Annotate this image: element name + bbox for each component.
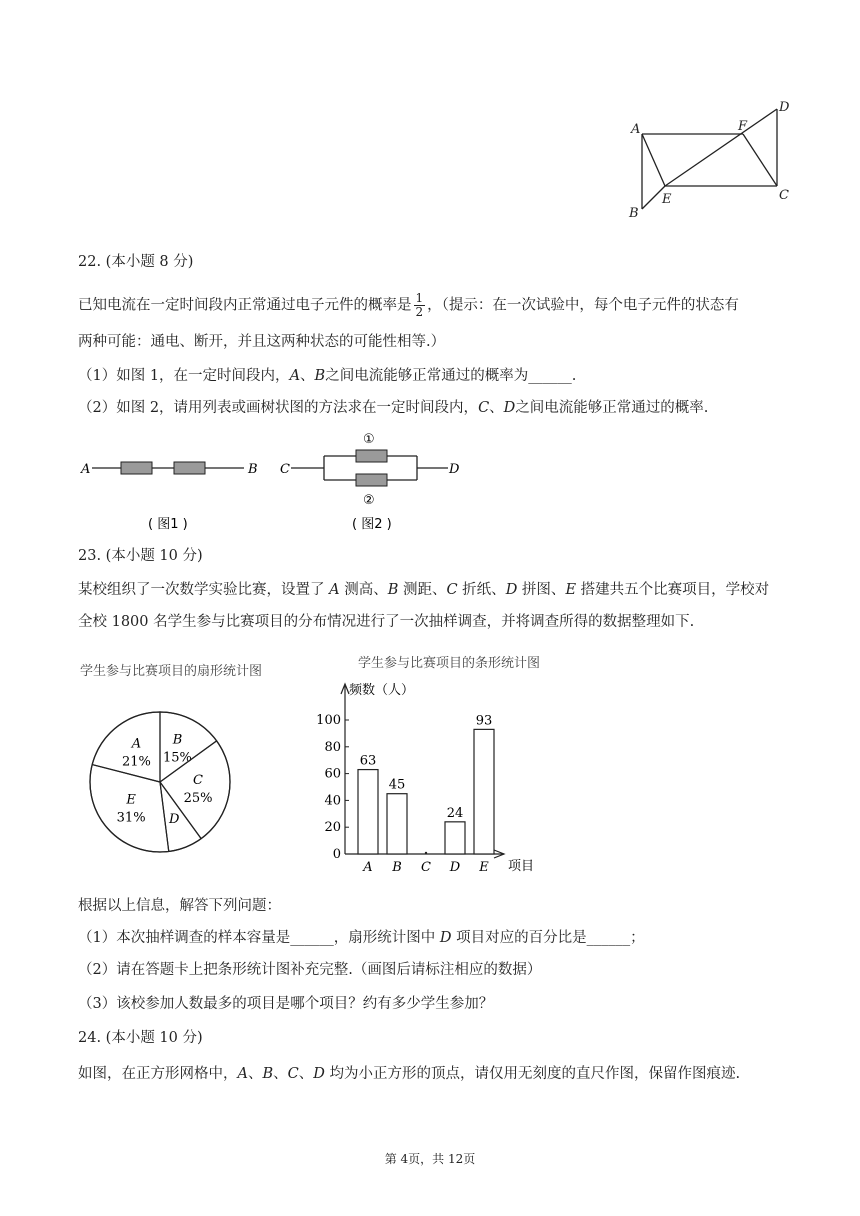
resistor-top [356, 450, 387, 462]
pie-slice-e [90, 765, 169, 852]
q23-header: 23. (本小题 10 分) [78, 548, 203, 564]
pie-label-a: A [131, 736, 142, 752]
fraction-one-half [414, 292, 426, 319]
q24-var-d: D [313, 1066, 325, 1082]
q22-part1-a: （1）如图 1，在一定时间段内， [78, 368, 290, 384]
circuit1-caption: ( 图1 ) [148, 517, 188, 532]
q24-header: 24. (本小题 10 分) [78, 1030, 203, 1046]
q23-intro-line2: 全校 1800 名学生参与比赛项目的分布情况进行了一次抽样调查，并将调查所得的数据整理如下. [78, 614, 695, 630]
pie-chart [80, 705, 240, 865]
bar-x-label: 项目 [508, 859, 535, 874]
q24-seg: 、 [273, 1066, 288, 1082]
q23-intro-seg: 测距、 [398, 582, 447, 598]
q22-header: 22. (本小题 8 分) [78, 254, 194, 270]
point-label-e: E [662, 192, 672, 207]
bar-chart [300, 676, 540, 881]
bar-category-c: C [421, 860, 431, 875]
q22-line1 [78, 292, 739, 319]
q24-var-a: A [237, 1066, 248, 1082]
circuit2-label-d: D [449, 462, 460, 477]
q23-intro-var-d: D [505, 582, 518, 598]
circuit1-label-a: A [81, 462, 91, 477]
page-footer: 第 4页，共 12页 [384, 1152, 476, 1166]
point-label-b: B [629, 206, 639, 221]
q22-line1-post: ，（提示：在一次试验中，每个电子元件的状态有 [427, 297, 739, 314]
q23-part1-b: 项目对应的百分比是______； [451, 930, 645, 946]
q23-intro-var-c: C [446, 582, 458, 598]
q24-seg: 、 [247, 1066, 263, 1082]
point-label-a: A [631, 122, 641, 137]
bar-value-label-d: 24 [446, 805, 464, 821]
q23-intro-seg: 测高、 [339, 582, 388, 598]
bar-e [474, 729, 494, 854]
q22-part1 [78, 366, 576, 386]
circuit2-label-1: ① [363, 432, 375, 447]
pie-pct-a: 21% [121, 754, 151, 770]
q23-intro-seg: 折纸、 [457, 582, 506, 598]
resistor-bottom [356, 474, 387, 486]
segment-ed [665, 109, 777, 186]
bar-b [387, 794, 407, 854]
pie-label-e: E [126, 792, 136, 808]
bar-category-b: B [392, 860, 402, 875]
pie-slice-a [92, 712, 160, 782]
q22-part2 [78, 398, 708, 418]
bar-value-label-b: 45 [388, 777, 406, 793]
q22-line1-pre: 已知电流在一定时间段内正常通过电子元件的概率是 [78, 297, 412, 314]
q22-part1-sep: 、 [300, 368, 315, 384]
bar-y-tick-label: 100 [316, 713, 341, 728]
point-label-f: F [738, 119, 748, 134]
q22-part2-var-d: D [503, 400, 516, 416]
q22-part2-b: 之间电流能够正常通过的概率. [515, 400, 709, 416]
bar-y-tick-label: 40 [324, 793, 341, 809]
q22-part2-sep: 、 [489, 400, 504, 416]
resistor-1 [121, 462, 152, 474]
q24-line [78, 1064, 740, 1084]
q23-part1-var-d: D [439, 930, 452, 946]
bar-y-tick-label: 0 [332, 847, 341, 862]
q23-part3: （3）该校参加人数最多的项目是哪个项目？约有多少学生参加？ [78, 996, 494, 1012]
bar-value-label-e: 93 [475, 713, 493, 729]
q22-part2-var-c: C [478, 400, 490, 416]
circuit-figure-1 [76, 455, 266, 535]
circuit2-label-c: C [280, 462, 290, 477]
bar-y-tick-label: 80 [324, 739, 341, 755]
circuit2-label-2: ② [363, 493, 375, 508]
point-label-d: D [779, 100, 790, 115]
q22-line2: 两种可能：通电、断开，并且这两种状态的可能性相等.） [78, 334, 446, 350]
q23-lead: 根据以上信息，解答下列问题： [78, 898, 281, 914]
q23-part1 [78, 928, 645, 948]
bar-y-tick-label: 60 [324, 766, 341, 782]
q24-seg: 均为小正方形的顶点，请仅用无刻度的直尺作图，保留作图痕迹. [324, 1066, 741, 1082]
point-label-c: C [779, 188, 789, 203]
pie-pct-c: 25% [183, 791, 213, 807]
q23-intro-var-e: E [565, 582, 577, 598]
q23-intro-line1 [78, 580, 769, 600]
q22-part1-var-b: B [314, 368, 326, 384]
q22-part1-b: 之间电流能够正常通过的概率为______. [325, 368, 577, 384]
bar-y-label: 频数（人） [349, 683, 415, 698]
bar-category-e: E [479, 860, 489, 875]
q24-seg: 如图，在正方形网格中， [78, 1066, 238, 1082]
fraction-numerator: 1 [415, 291, 424, 305]
bar-category-d: D [449, 860, 461, 875]
fraction-denominator: 2 [415, 305, 424, 319]
pie-label-d: D [168, 811, 180, 827]
bar-c-empty-marker [425, 852, 427, 854]
bar-value-label-a: 63 [359, 753, 377, 769]
geometry-figure [620, 95, 800, 225]
pie-label-c: C [193, 773, 204, 789]
bar-d [445, 822, 465, 854]
q23-intro-var-b: B [387, 582, 399, 598]
bar-y-tick-label: 20 [324, 820, 341, 836]
q22-part1-var-a: A [289, 368, 301, 384]
pie-chart-title: 学生参与比赛项目的扇形统计图 [80, 664, 263, 679]
q23-intro-seg: 拼图、 [517, 582, 566, 598]
q23-part1-a: （1）本次抽样调查的样本容量是______，扇形统计图中 [78, 930, 440, 946]
q24-var-c: C [287, 1066, 299, 1082]
segment-ae [642, 134, 665, 186]
q22-part2-a: （2）如图 2，请用列表或画树状图的方法求在一定时间段内， [78, 400, 479, 416]
pie-pct-e: 31% [116, 810, 146, 826]
circuit2-caption: ( 图2 ) [352, 517, 392, 532]
pie-label-b: B [172, 732, 183, 748]
q24-seg: 、 [298, 1066, 314, 1082]
circuit-figure-2 [276, 425, 476, 535]
bar-chart-title: 学生参与比赛项目的条形统计图 [358, 656, 541, 671]
bar-a [358, 770, 378, 854]
segment-fc [743, 134, 777, 186]
q23-intro-seg: 某校组织了一次数学实验比赛，设置了 [78, 582, 330, 598]
bar-category-a: A [363, 860, 373, 875]
resistor-2 [174, 462, 205, 474]
q23-intro-seg: 搭建共五个比赛项目，学校对 [576, 582, 770, 598]
q23-part2: （2）请在答题卡上把条形统计图补充完整.（画图后请标注相应的数据） [78, 962, 542, 978]
circuit1-label-b: B [248, 462, 258, 477]
q23-intro-var-a: A [329, 582, 340, 598]
q24-var-b: B [262, 1066, 274, 1082]
pie-pct-b: 15% [163, 750, 192, 766]
